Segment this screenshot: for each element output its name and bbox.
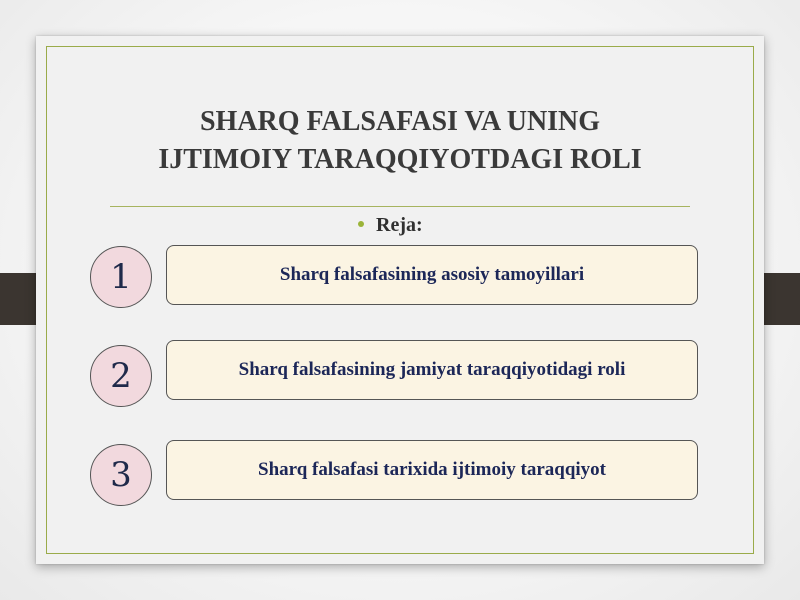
slide-title-line-2: IJTIMOIY TARAQQIYOTDAGI ROLI — [158, 144, 642, 175]
title-divider — [110, 206, 690, 207]
item-number-1: 1 — [90, 246, 152, 308]
item-number-2: 2 — [90, 345, 152, 407]
plan-bullet — [358, 214, 423, 237]
plan-item-1: Sharq falsafasining asosiy tamoyillari — [166, 245, 698, 305]
item-number-3: 3 — [90, 444, 152, 506]
plan-item-2: Sharq falsafasining jamiyat taraqqiyotidagi roli — [166, 340, 698, 400]
plan-item-3: Sharq falsafasi tarixida ijtimoiy taraqqiyot — [166, 440, 698, 500]
slide-card — [36, 36, 764, 564]
bullet-dot-icon — [358, 221, 364, 227]
slide-title-line-1: SHARQ FALSAFASI VA UNING — [199, 106, 601, 137]
plan-label: Reja: — [376, 214, 423, 236]
